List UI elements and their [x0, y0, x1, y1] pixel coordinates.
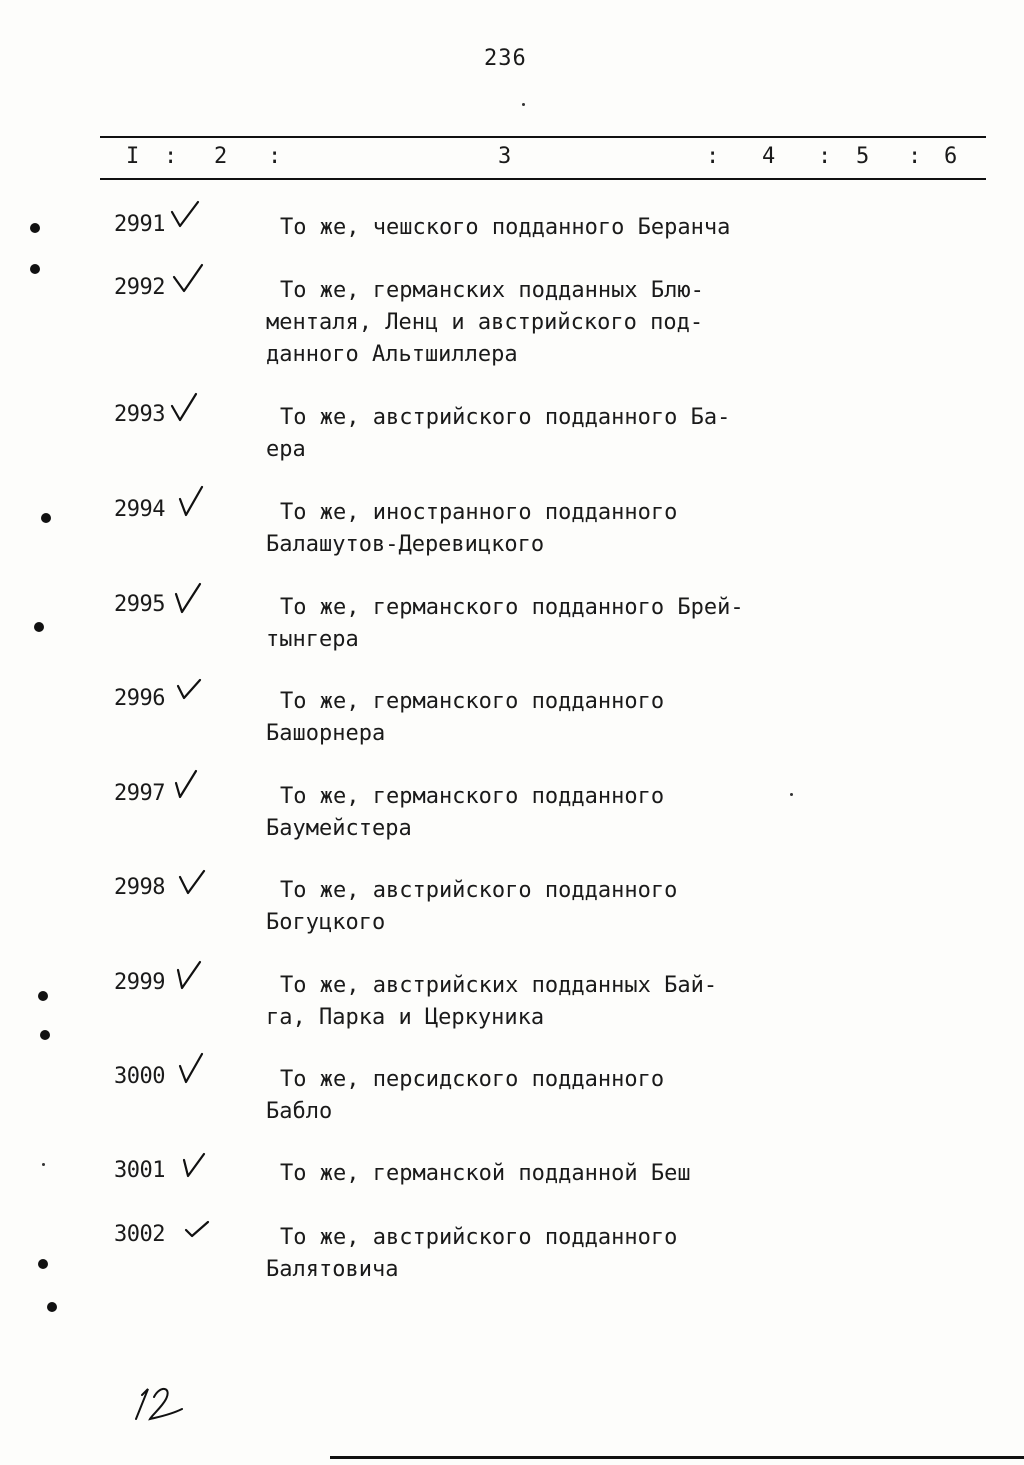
entry-description: [266, 275, 704, 371]
page-bottom-edge: [330, 1456, 1024, 1459]
entry-description-line: Богуцкого: [266, 910, 386, 935]
handwritten-checkmark-icon: [170, 578, 206, 618]
entry-description: [266, 592, 744, 656]
entry-number: 2991: [114, 212, 165, 237]
entry-description-line: тынгера: [266, 627, 359, 652]
entry-description-line: То же, германских подданных Блю-: [280, 278, 704, 303]
punch-hole-dot: [30, 223, 40, 233]
entry-description-line: Башорнера: [266, 721, 386, 746]
entry-number: 2995: [114, 592, 165, 617]
table-top-rule: [100, 136, 986, 138]
punch-hole-dot: [47, 1302, 57, 1312]
page-number: 236: [484, 46, 527, 71]
entry-number: 3000: [114, 1064, 165, 1089]
entry-number: 2996: [114, 686, 165, 711]
entry-description: [266, 875, 677, 939]
handwritten-checkmark-icon: [170, 261, 206, 301]
entry-description: [266, 686, 664, 750]
table-column-header: [0, 144, 1024, 174]
ink-speck: [790, 793, 793, 796]
entry-description: [266, 402, 730, 466]
handwritten-sheet-number-12: [130, 1375, 190, 1425]
handwritten-checkmark-icon: [178, 1144, 214, 1184]
punch-hole-dot: [38, 1259, 48, 1269]
handwritten-checkmark-icon: [174, 1050, 210, 1090]
handwritten-checkmark-icon: [180, 1208, 216, 1248]
column-separator: :: [706, 144, 720, 169]
entry-description-line: га, Парка и Церкуника: [266, 1005, 545, 1030]
entry-number: 3001: [114, 1158, 165, 1183]
handwritten-checkmark-icon: [174, 483, 210, 523]
column-header-1: I: [126, 144, 140, 169]
column-header-6: 6: [944, 144, 958, 169]
entry-description-line: То же, германского подданного: [280, 689, 665, 714]
column-header-5: 5: [856, 144, 870, 169]
handwritten-checkmark-icon: [170, 767, 206, 807]
column-header-2: 2: [214, 144, 228, 169]
entry-description-line: То же, австрийских подданных Бай-: [280, 973, 718, 998]
column-header-3: 3: [498, 144, 512, 169]
entry-description-line: ера: [266, 437, 306, 462]
handwritten-checkmark-icon: [168, 388, 204, 428]
entry-description: [266, 1064, 664, 1128]
column-separator: :: [818, 144, 832, 169]
entry-number: 3002: [114, 1222, 165, 1247]
entry-description-line: То же, иностранного подданного: [280, 500, 678, 525]
entry-number: 2998: [114, 875, 165, 900]
handwritten-checkmark-icon: [172, 956, 208, 996]
entry-description-line: данного Альтшиллера: [266, 342, 518, 367]
entry-description-line: То же, австрийского подданного: [280, 1225, 678, 1250]
column-separator: :: [908, 144, 922, 169]
entry-description-line: Балашутов-Деревицкого: [266, 532, 545, 557]
handwritten-checkmark-icon: [174, 861, 210, 901]
column-separator: :: [164, 144, 178, 169]
punch-hole-dot: [30, 264, 40, 274]
handwritten-checkmark-icon: [172, 672, 208, 712]
entry-number: 2993: [114, 402, 165, 427]
entry-number: 2999: [114, 970, 165, 995]
entry-description: [266, 970, 717, 1034]
entry-description-line: То же, австрийского подданного: [280, 878, 678, 903]
punch-hole-dot: [38, 991, 48, 1001]
entry-description-line: Балятовича: [266, 1257, 399, 1282]
entry-description-line: То же, персидского подданного: [280, 1067, 665, 1092]
entry-description-line: То же, австрийского подданного Ба-: [280, 405, 731, 430]
entry-description-line: менталя, Ленц и австрийского под-: [266, 310, 704, 335]
entry-description: [266, 212, 730, 244]
entry-number: 2997: [114, 781, 165, 806]
column-separator: :: [268, 144, 282, 169]
entry-description-line: То же, германского подданного: [280, 784, 665, 809]
entry-description: [266, 781, 664, 845]
handwritten-checkmark-icon: [168, 198, 204, 238]
punch-hole-dot: [40, 1030, 50, 1040]
entry-description: [266, 1158, 691, 1190]
entry-description: [266, 497, 677, 561]
entry-number: 2992: [114, 275, 165, 300]
ink-speck: [522, 103, 525, 106]
table-header-rule: [100, 178, 986, 180]
entry-description-line: То же, германской подданной Беш: [280, 1161, 691, 1186]
column-header-4: 4: [762, 144, 776, 169]
entry-description: [266, 1222, 677, 1286]
entry-description-line: То же, чешского подданного Беранча: [280, 215, 731, 240]
punch-hole-dot: [34, 622, 44, 632]
ink-speck: [42, 1163, 45, 1166]
entry-number: 2994: [114, 497, 165, 522]
entry-description-line: Бабло: [266, 1099, 333, 1124]
entry-description-line: Баумейстера: [266, 816, 412, 841]
entry-description-line: То же, германского подданного Брей-: [280, 595, 744, 620]
punch-hole-dot: [41, 513, 51, 523]
